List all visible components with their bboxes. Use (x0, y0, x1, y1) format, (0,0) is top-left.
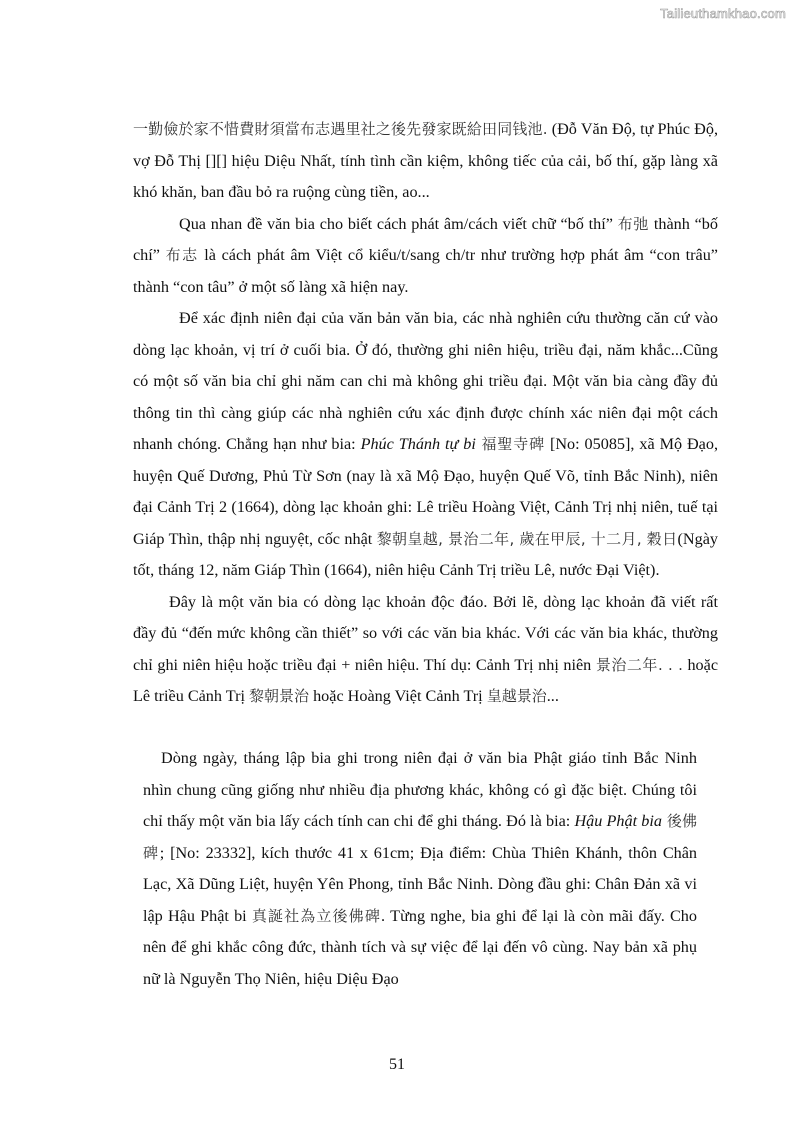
paragraph-1 (133, 114, 718, 209)
paragraph-text: Để xác định niên đại của văn bản văn bia, các nhà nghiên cứu thường căn cứ vào dòng lạc khoản, vị trí ở cuối bia. Ở đó, thường ghi niên hiệu, triều đại, năm khắc...Cũng có một số văn bia chỉ ghi năm can chi mà không ghi triều đại. Một văn bia càng đầy đủ thông tin thì càng giúp các nhà nghiên cứu xác định được chính xác niên đại một cách nhanh chóng. Chẳng hạn như bia: (133, 309, 718, 453)
paragraph-text: . Từng nghe, bia ghi để lại là còn mãi đấy. Cho nên để ghi khắc công đức, thành tích và sự việc để lại đến vô cùng. Nay bản xã phụ nữ là Nguyễn Thọ Niên, hiệu Diệu Đạo (143, 906, 697, 988)
paragraph-text: hoặc Lê triều Cảnh Trị (133, 655, 719, 705)
paragraph-text: thành “bố chí” (133, 214, 718, 264)
paragraph-text: Dòng ngày, tháng lập bia ghi trong niên đại ở văn bia Phật giáo tỉnh Bắc Ninh nhìn chung cũng giống như nhiều địa phương khác, không có gì đặc biệt. Chúng tôi chỉ thấy một văn bia lấy cách tính can chi để ghi tháng. Đó là bia: (143, 749, 697, 830)
han-text: 黎朝景治 (249, 687, 310, 705)
paragraph-2 (133, 209, 718, 304)
han-text: 一勤儉於家不惜費財須當布志遇里社之後先發家既給田同钱池. (133, 120, 548, 138)
paragraph-text: là cách phát âm Việt cổ kiểu/t/sang ch/tr như trường hợp phát âm “con trâu” thành “con tâu” ở một số làng xã hiện nay. (133, 246, 718, 296)
paragraph-text: Qua nhan đề văn bia cho biết cách phát âm/cách viết chữ “bố thí” (179, 214, 618, 233)
paragraph-3 (133, 303, 718, 587)
paragraph-text: Đây là một văn bia có dòng lạc khoản độc đáo. Bởi lẽ, dòng lạc khoản đã viết rất đầy đủ “đến mức không cần thiết” so với các văn bia khác. Với các văn bia khác, thường chỉ ghi niên hiệu hoặc triều đại + niên hiệu. Thí dụ: Cảnh Trị nhị niên (133, 592, 718, 674)
paragraph-text: hoặc Hoàng Việt Cảnh Trị (309, 687, 487, 705)
paragraph-text: ; [No: 23332], kích thước 41 x 61cm; Địa điểm: Chùa Thiên Khánh, thôn Chân Lạc, Xã Dũng Liệt, huyện Yên Phong, tỉnh Bắc Ninh. Dòng đầu ghi: Chân Đản xã vi lập Hậu Phật bi (143, 843, 697, 925)
document-body (133, 114, 718, 713)
page-number: 51 (389, 1056, 405, 1073)
han-text: 布志 (165, 246, 199, 264)
paragraph-5 (143, 743, 697, 995)
paragraph-text: (Đỗ Văn Độ, tự Phúc Độ, vợ Đỗ Thị [][] hiệu Diệu Nhất, tính tình cần kiệm, không tiếc của cải, bố thí, gặp làng xã khó khăn, ban đầu bỏ ra ruộng cùng tiền, ao... (133, 120, 718, 201)
paragraph-text: (Ngày tốt, tháng 12, năm Giáp Thìn (1664), niên hiệu Cảnh Trị triều Lê, nước Đại Việt). (133, 529, 718, 579)
stele-title: Hậu Phật bia (574, 812, 662, 830)
paragraph-text: [No: 05085], xã Mộ Đạo, huyện Quế Dương, Phủ Từ Sơn (nay là xã Mộ Đạo, huyện Quế Võ, tỉnh Bắc Ninh), niên đại Cảnh Trị 2 (1664), dòng lạc khoản ghi: Lê triều Hoàng Việt, Cảnh Trị nhị niên, tuế tại Giáp Thìn, thập nhị nguyệt, cốc nhật (133, 435, 718, 548)
han-text: 黎朝皇越, 景治二年, 歲在甲辰, 十二月, 穀日 (376, 529, 678, 548)
han-text: 皇越景治 (486, 687, 547, 705)
han-text: 後佛碑 (143, 812, 697, 862)
han-text: 景治二年. . . (595, 655, 683, 674)
watermark: Tailieuthamkhao.com (660, 6, 786, 21)
han-text: 福聖寺碑 (475, 435, 546, 453)
han-text: 布弛 (617, 214, 650, 233)
paragraph-text: ... (546, 687, 559, 705)
han-text: 真誕社為立後佛碑 (251, 906, 381, 925)
paragraph-4 (133, 587, 718, 713)
stele-title: Phúc Thánh tự bi (360, 435, 476, 453)
document-body-indented (143, 743, 697, 995)
